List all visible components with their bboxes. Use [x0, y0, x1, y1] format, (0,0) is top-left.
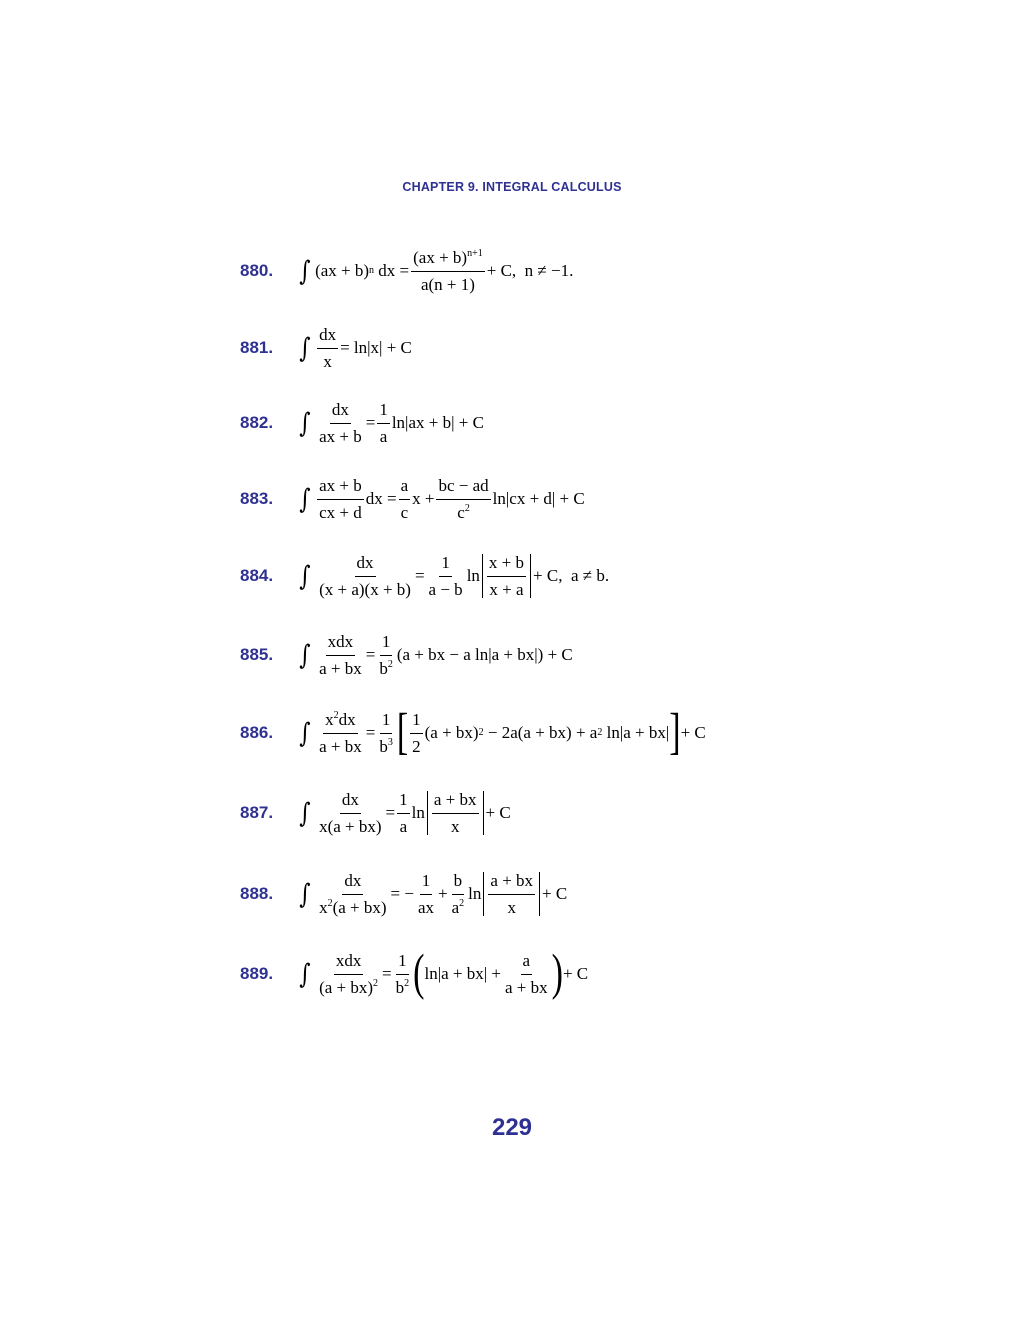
formula-886: [240, 703, 706, 763]
formula-number: 884.: [240, 566, 274, 585]
formula-number: 881.: [240, 338, 274, 357]
formula-math: ∫ $\frac{dx}{x^2(a + bx)}$ = − $\frac{1}{ax}$ + $\frac{b}{a^2}$ ln $\frac{a + bx}{x}$ + C: [299, 871, 568, 917]
formula-number: 886.: [240, 723, 274, 742]
formula-number: 888.: [240, 884, 274, 903]
formula-number: 880.: [240, 261, 274, 280]
formula-880: [240, 241, 573, 301]
formula-math: ∫ $\frac{dx}{(x + a)(x + b)}$ = $\frac{1}{a - b}$ ln $\frac{x + b}{x + a}$ + C, a ≠ b.: [299, 553, 610, 599]
formula-math: ∫ (ax + b) n dx = $\frac{(ax + b)^{n+1}}{a(n + 1)}$ + C, n ≠ −1.: [299, 248, 574, 294]
formula-math: ∫ $\frac{ax + b}{cx + d}$ dx = $\frac{a}{c}$ x + $\frac{bc - ad}{c^2}$ ln|cx + d| + C: [299, 476, 585, 522]
formula-887: [240, 783, 511, 843]
formula-number: 883.: [240, 489, 274, 508]
formula-882: [240, 393, 484, 453]
formula-889: [240, 944, 588, 1004]
formula-math: ∫ $\frac{dx}{x}$ = ln|x| + C: [299, 325, 412, 371]
formula-number: 887.: [240, 803, 274, 822]
formula-number: 882.: [240, 413, 274, 432]
page-number: 229: [491, 1114, 533, 1141]
chapter-header: CHAPTER 9. INTEGRAL CALCULUS: [402, 180, 622, 194]
formula-number: 885.: [240, 645, 274, 664]
formula-884: [240, 546, 609, 606]
formula-math: ∫ $\frac{dx}{x(a + bx)}$ = $\frac{1}{a}$ ln $\frac{a + bx}{x}$ + C: [299, 790, 511, 836]
formula-math: ∫ $\frac{dx}{ax + b}$ = $\frac{1}{a}$ ln|ax + b| + C: [299, 400, 484, 446]
formula-math: ∫ $\frac{\text{xdx}}{a + bx}$ = $\frac{1}{b^2}$ (a + bx − a ln|a + bx|) + C: [299, 632, 573, 678]
formula-881: [240, 318, 412, 378]
formula-888: [240, 864, 567, 924]
formula-number: 889.: [240, 964, 274, 983]
formula-883: [240, 469, 585, 529]
formula-885: [240, 625, 573, 685]
formula-math: ∫ $\frac{x^2dx}{a + bx}$ = $\frac{1}{b^3}$ [ $\frac{1}{2}$ (a + bx) 2 − 2a(a + bx) + a 2 ln|a + bx| ] + C: [299, 704, 706, 760]
formula-math: ∫ $\frac{\text{xdx}}{(a + bx)^2}$ = $\frac{1}{b^2}$ ( ln|a + bx| + $\frac{a}{a + bx}$ ) + C: [299, 945, 589, 1001]
